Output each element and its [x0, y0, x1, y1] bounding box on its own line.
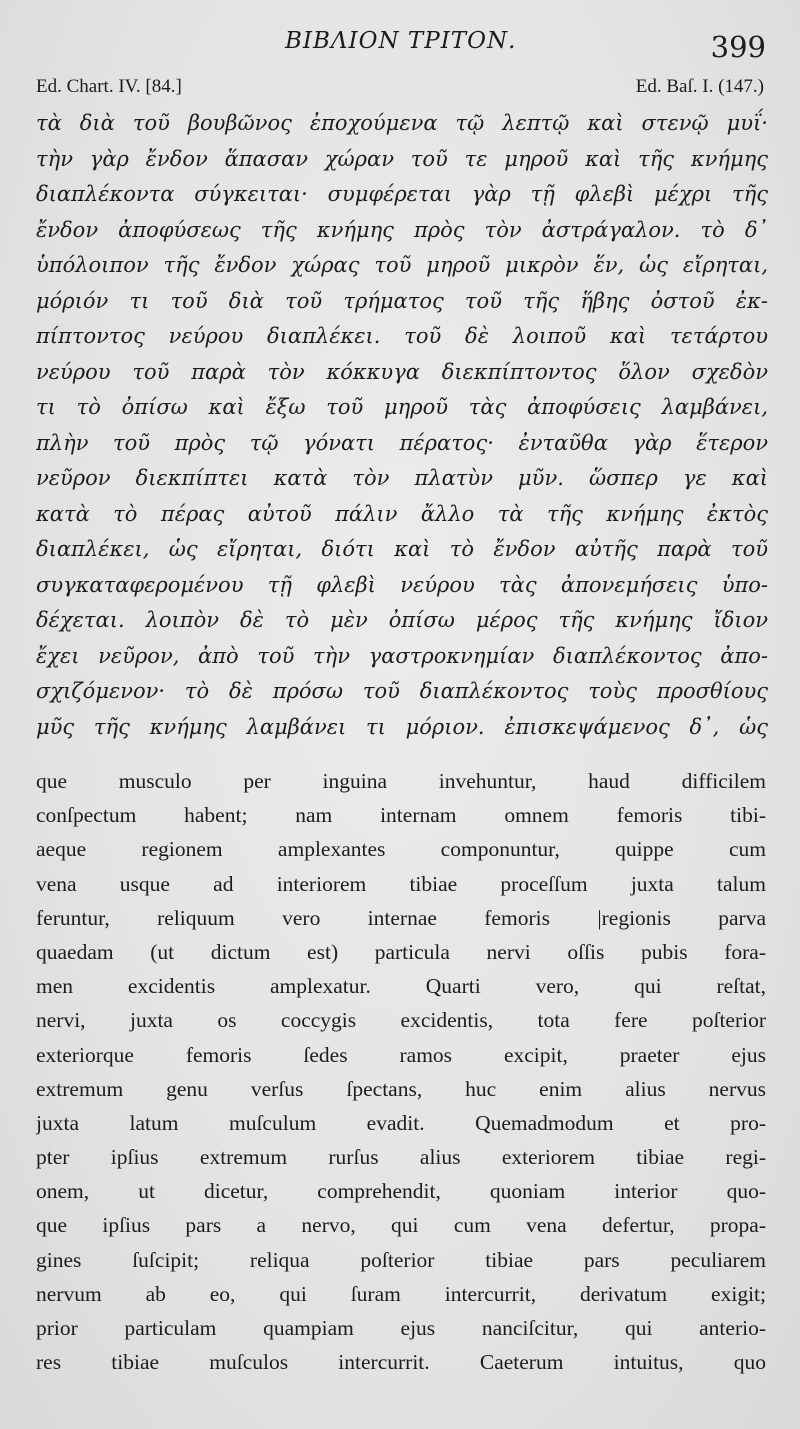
latin-line: que musculo per inguina invehuntur, haud difficilem [36, 769, 766, 793]
greek-line: σχιζόμενον· τὸ δὲ πρόσω τοῦ διαπλέκοντος τοὺς προσθίους [36, 679, 768, 703]
greek-line: ἔνδον ἀποφύσεως τῆς κνήμης πρὸς τὸν ἀστράγαλον. τὸ δ᾽ [36, 217, 768, 242]
latin-line: res tibiae muſculos intercurrit. Caeterum intuitus, quo [36, 1350, 766, 1375]
greek-line: μόριόν τι τοῦ διὰ τοῦ τρήματος τοῦ τῆς ἥβης ὀστοῦ ἐκ- [36, 288, 768, 313]
latin-line: juxta latum muſculum evadit. Quemadmodum et pro- [36, 1110, 766, 1135]
latin-line: feruntur, reliquum vero internae femoris |regionis parva [36, 905, 766, 930]
latin-line: nervi, juxta os coccygis excidentis, tota fere poſterior [36, 1008, 766, 1033]
latin-line: quaedam (ut dictum est) particula nervi oſſis pubis fora- [36, 939, 766, 964]
latin-line: pter ipſius extremum rurſus alius exteriorem tibiae regi- [36, 1145, 766, 1170]
greek-line: νεῦρον διεκπίπτει κατὰ τὸν πλατὺν μῦν. ὥσπερ γε καὶ [36, 466, 768, 490]
greek-line: νεύρου τοῦ παρὰ τὸν κόκκυγα διεκπίπτοντος ὅλον σχεδὸν [36, 359, 768, 384]
greek-line: κατὰ τὸ πέρας αὐτοῦ πάλιν ἄλλο τὰ τῆς κνήμης ἐκτὸς [36, 501, 768, 526]
latin-line: nervum ab eo, qui ſuram intercurrit, derivatum exigit; [36, 1281, 766, 1306]
greek-line: τὰ διὰ τοῦ βουβῶνος ἐποχούμενα τῷ λεπτῷ καὶ στενῷ μυΐ· [36, 111, 768, 135]
edition-reference-line [36, 76, 764, 106]
greek-line: πίπτοντος νεύρου διαπλέκει. τοῦ δὲ λοιποῦ καὶ τετάρτου [36, 324, 768, 348]
latin-line: gines ſuſcipit; reliqua poſterior tibiae pars peculiarem [36, 1247, 766, 1272]
latin-line: exteriorque femoris ſedes ramos excipit, praeter ejus [36, 1042, 766, 1067]
greek-line: συγκαταφερομένου τῇ φλεβὶ νεύρου τὰς ἀπονεμήσεις ὑπο- [36, 572, 768, 597]
greek-line: διαπλέκει, ὡς εἴρηται, διότι καὶ τὸ ἔνδον αὐτῆς παρὰ τοῦ [36, 537, 768, 561]
latin-line: aeque regionem amplexantes componuntur, quippe cum [36, 837, 766, 862]
greek-line: δέχεται. λοιπὸν δὲ τὸ μὲν ὀπίσω μέρος τῆς κνήμης ἴδιον [36, 608, 768, 632]
latin-line: men excidentis amplexatur. Quarti vero, qui reſtat, [36, 974, 766, 999]
latin-text-block [36, 764, 766, 1379]
running-title: BIBΛΙΟΝ ΤΡΙΤΟΝ. [285, 28, 517, 54]
latin-line: extremum genu verſus ſpectans, huc enim alius nervus [36, 1076, 766, 1101]
greek-line: ὑπόλοιπον τῆς ἔνδον χώρας τοῦ μηροῦ μικρὸν ἕν, ὡς εἴρηται, [36, 253, 768, 277]
greek-line: ἔχει νεῦρον, ἀπὸ τοῦ τὴν γαστροκνημίαν διαπλέκοντος ἀπο- [36, 643, 768, 668]
running-head [0, 28, 800, 64]
greek-line: τι τὸ ὀπίσω καὶ ἔξω τοῦ μηροῦ τὰς ἀποφύσεις λαμβάνει, [36, 395, 768, 419]
latin-line: onem, ut dicetur, comprehendit, quoniam interior quo- [36, 1179, 766, 1204]
edition-basel-reference: Ed. Baſ. I. (147.) [635, 76, 764, 97]
edition-chartier-reference: Ed. Chart. IV. [84.] [36, 76, 182, 97]
latin-line: prior particulam quampiam ejus nanciſcitur, qui anterio- [36, 1316, 766, 1340]
greek-text-block [36, 106, 768, 745]
greek-line: πλὴν τοῦ πρὸς τῷ γόνατι πέρατος· ἐνταῦθα γὰρ ἕτερον [36, 430, 768, 455]
latin-line: conſpectum habent; nam internam omnem femoris tibi- [36, 803, 766, 828]
greek-line: τὴν γὰρ ἔνδον ἅπασαν χώραν τοῦ τε μηροῦ καὶ τῆς κνήμης [36, 146, 768, 171]
greek-line: μῦς τῆς κνήμης λαμβάνει τι μόριον. ἐπισκεψάμενος δ᾽, ὡς [36, 714, 768, 739]
latin-line: vena usque ad interiorem tibiae proceſſum juxta talum [36, 871, 766, 896]
latin-line: que ipſius pars a nervo, qui cum vena defertur, propa- [36, 1213, 766, 1238]
page-number: 399 [710, 30, 766, 64]
greek-line: διαπλέκοντα σύγκειται· συμφέρεται γὰρ τῇ φλεβὶ μέχρι τῆς [36, 182, 768, 206]
